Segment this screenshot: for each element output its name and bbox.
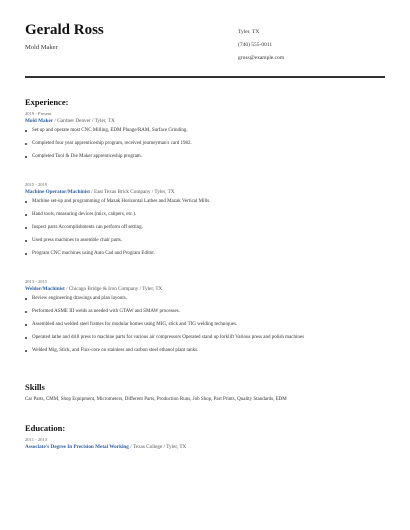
job-bullet: Program CNC machines using Auto Cad and Program Editor. (25, 251, 385, 264)
job-title: Welder/Machinist (25, 286, 65, 292)
job-bullet: Completed Tool & Die Maker apprenticeship program. (25, 154, 385, 167)
contact-location: Tyler, TX (238, 29, 260, 35)
job-bullet: Hand tools, measuring devices (mics, calipers, etc.). (25, 212, 385, 225)
education-degree: Associate's Degree In Precision Metal Working (25, 444, 129, 450)
education-entry (25, 437, 385, 451)
job-title-line (25, 285, 385, 293)
skills-list: Car Parts, CMM, Shop Equipment, Micrometers, Different Parts, Production Runs, Job Shop, Part Prints, Quality Standards, EDM (25, 397, 287, 402)
education-school: / Texas College / Tyler, TX (130, 444, 187, 450)
job-dates: 2019 - Present (25, 111, 52, 116)
contact-phone: (740) 555-0011 (238, 42, 273, 48)
job-title: Mold Maker (25, 118, 54, 124)
job-bullets (25, 128, 385, 167)
job-dates: 2015 - 2019 (25, 182, 48, 187)
job-bullet: Operated lathe and drill press to machine parts for various air compressors Operated stand up forklift Various press and polish machines (25, 335, 385, 348)
contact-email[interactable]: gross@example.com (238, 55, 285, 61)
job-company: / Chicago Bridge & Iron Company / Tyler, TX (64, 286, 163, 292)
job-entry-1 (25, 111, 385, 167)
header-divider (25, 76, 385, 78)
job-company: / Gardner Denver / Tyler, TX (53, 118, 115, 124)
job-title: Machine Operator/Machinist (25, 189, 90, 195)
candidate-name: Gerald Ross (25, 22, 104, 38)
job-bullet: Completed four year apprenticeship program, received journeyman's card 1982. (25, 141, 385, 154)
education-heading: Education: (25, 423, 66, 433)
job-bullets (25, 199, 385, 264)
job-bullets (25, 296, 385, 361)
job-entry-2 (25, 182, 385, 264)
job-bullet: Machine set-up and programming of Mazak Horizontal Lathes and Mazak Vertical Mills. (25, 199, 385, 212)
skills-heading: Skills (25, 382, 45, 392)
job-bullet: Inspect parts Accomplishments can perform off setting. (25, 225, 385, 238)
job-title-line (25, 117, 385, 125)
job-bullet: Review engineering drawings and plan layouts. (25, 296, 385, 309)
job-entry-3 (25, 279, 385, 361)
job-bullet: Used press machines to assemble chair parts. (25, 238, 385, 251)
job-bullet: Set up and operate most CNC Milling, EDM Plunge/RAM, Surface Grinding. (25, 128, 385, 141)
job-dates: 2013 - 2015 (25, 279, 48, 284)
education-dates: 2011 - 2013 (25, 437, 48, 442)
job-bullet: Welded Mig, Stick, and Flux-core on stainless and carbon steel ethanol plant tanks. (25, 348, 385, 361)
job-bullet: Assembled and welded steel frames for modular homes using MIG, stick and TIG welding techniques. (25, 322, 385, 335)
job-bullet: Performed ASME III welds as needed with GTAW and SMAW processes. (25, 309, 385, 322)
experience-heading: Experience: (25, 97, 69, 107)
education-line (25, 443, 385, 451)
job-company: / East Texas Brick Company / Tyler, TX (89, 189, 175, 195)
candidate-title: Mold Maker (25, 44, 58, 51)
job-title-line (25, 188, 385, 196)
